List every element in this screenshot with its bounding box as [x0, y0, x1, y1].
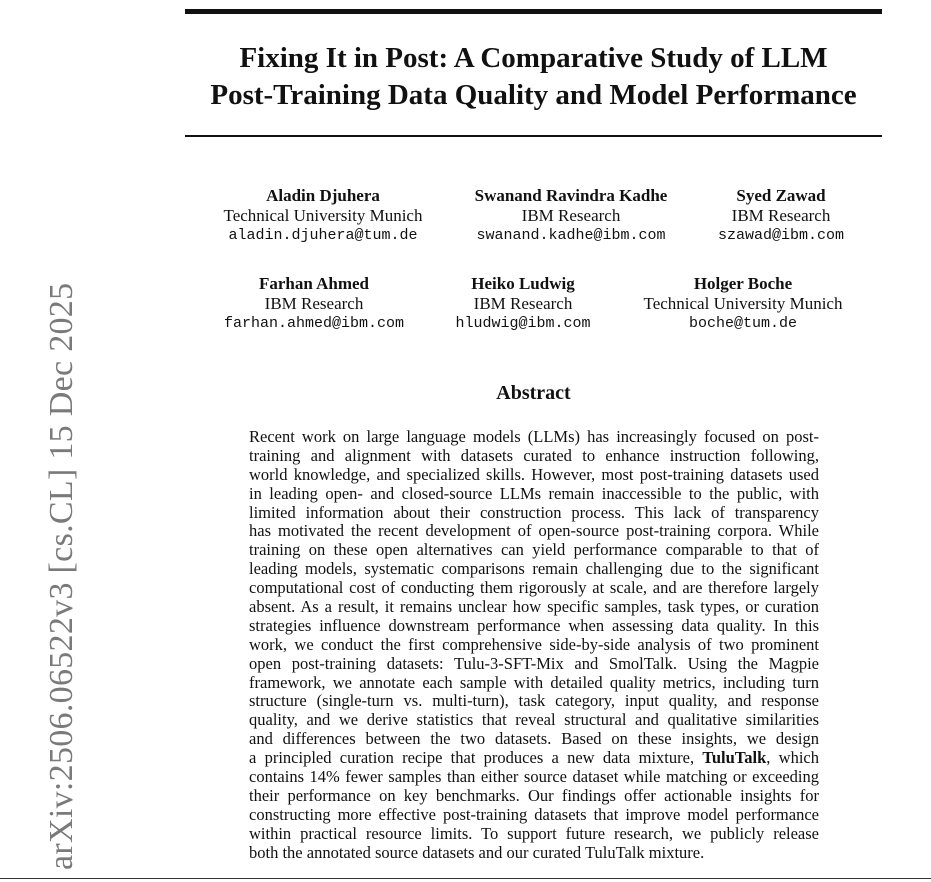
- abstract-line: within practical resource limits. To support future research, we publicly release: [249, 823, 819, 843]
- author-email[interactable]: boche@tum.de: [688, 315, 798, 332]
- author-affiliation: IBM Research: [264, 294, 364, 313]
- abstract-line: leading models, systematic comparisons remain challenging due to the significant: [249, 559, 819, 579]
- author-block-1: [203, 186, 443, 246]
- author-name: Farhan Ahmed: [258, 274, 370, 293]
- paper-title: [185, 40, 882, 114]
- abstract-line: quality, and we derive statistics that reveal structural and qualitative similarities: [249, 710, 819, 730]
- abstract-line: both the annotated source datasets and our curated TuluTalk mixture.: [249, 842, 705, 862]
- author-affiliation: Technical University Munich: [223, 206, 423, 225]
- abstract-line: strategies influence downstream performance when assessing data quality. In this: [249, 615, 819, 635]
- abstract-line: training on these open alternatives can yield performance comparable to that of: [249, 540, 819, 560]
- abstract-line: training and alignment with datasets curated to enhance instruction following,: [249, 445, 819, 465]
- abstract-bold-term: TuluTalk: [702, 748, 767, 768]
- author-email[interactable]: szawad@ibm.com: [717, 227, 845, 244]
- abstract-line: Recent work on large language models (LLMs) has increasingly focused on post-: [249, 427, 819, 446]
- author-email[interactable]: farhan.ahmed@ibm.com: [223, 315, 405, 332]
- author-block-4: [194, 274, 434, 334]
- abstract-line: absent. As a result, it remains unclear how specific samples, task types, or curation: [249, 597, 819, 617]
- author-block-5: [403, 274, 643, 334]
- author-affiliation: IBM Research: [473, 294, 573, 313]
- author-affiliation: IBM Research: [731, 206, 831, 225]
- abstract-line: and differences between the two datasets. Based on these insights, we design: [249, 729, 819, 749]
- author-name: Holger Boche: [693, 274, 793, 293]
- author-affiliation: Technical University Munich: [643, 294, 843, 313]
- abstract-line-tail: , which: [766, 748, 820, 768]
- abstract-line: limited information about their construction process. This lack of transparency: [249, 502, 819, 522]
- abstract-line: framework, we annotate each sample with detailed quality metrics, including turn: [249, 672, 819, 692]
- title-line-2: Post-Training Data Quality and Model Performance: [210, 79, 857, 111]
- author-name: Syed Zawad: [736, 186, 826, 205]
- author-name: Swanand Ravindra Kadhe: [474, 186, 668, 205]
- abstract-line: in leading open- and closed-source LLMs remain inaccessible to the public, with: [249, 483, 819, 503]
- abstract-line: structure (single-turn vs. multi-turn), task category, input quality, and response: [249, 691, 819, 711]
- author-email[interactable]: aladin.djuhera@tum.de: [228, 227, 418, 244]
- abstract-line: open post-training datasets: Tulu-3-SFT-Mix and SmolTalk. Using the Magpie: [249, 653, 819, 673]
- author-block-6: [623, 274, 863, 334]
- abstract-line: constructing more effective post-training datasets that improve model performance: [249, 804, 819, 824]
- author-name: Aladin Djuhera: [266, 186, 380, 205]
- abstract-line: has motivated the recent development of open-source post-training corpora. While: [249, 521, 819, 541]
- author-block-2: [451, 186, 691, 246]
- author-block-3: [661, 186, 901, 246]
- title-rule: [185, 135, 882, 137]
- abstract-line: their performance on key benchmarks. Our findings offer actionable insights for: [249, 785, 819, 805]
- abstract-line: world knowledge, and specialized skills. However, most post-training datasets used: [249, 464, 819, 484]
- abstract-line: contains 14% fewer samples than either source dataset while matching or exceeding: [249, 767, 819, 787]
- bottom-rule: [0, 878, 931, 879]
- abstract-line-with-bold-term: [249, 749, 819, 768]
- top-rule: [185, 9, 882, 14]
- abstract-heading: Abstract: [496, 382, 571, 404]
- abstract-line: work, we conduct the first comprehensive side-by-side analysis of two prominent: [249, 634, 819, 654]
- arxiv-identifier[interactable]: arXiv:2506.06522v3 [cs.CL] 15 Dec 2025: [43, 282, 80, 870]
- title-line-1: Fixing It in Post: A Comparative Study of LLM: [239, 42, 828, 74]
- abstract-line-text: a principled curation recipe that produces a new data mixture,: [249, 748, 703, 768]
- author-email[interactable]: swanand.kadhe@ibm.com: [476, 227, 666, 244]
- abstract-line: computational cost of conducting them rigorously at scale, and are therefore largely: [249, 578, 819, 598]
- author-name: Heiko Ludwig: [471, 274, 575, 293]
- abstract-body: [249, 428, 819, 862]
- author-email[interactable]: hludwig@ibm.com: [455, 315, 591, 332]
- author-affiliation: IBM Research: [521, 206, 621, 225]
